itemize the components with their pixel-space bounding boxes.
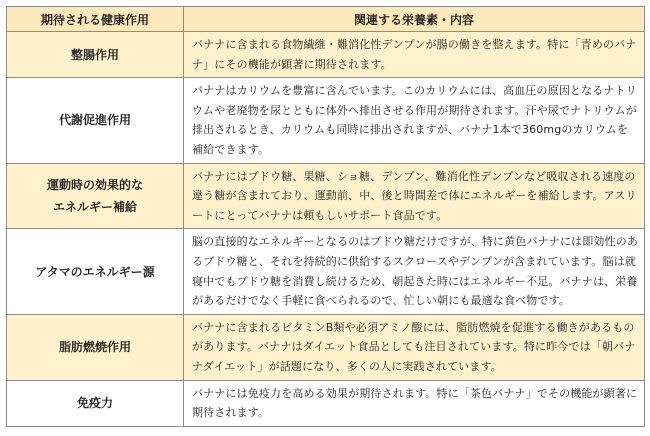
table-header-row	[7, 7, 645, 32]
table-row	[7, 32, 645, 78]
effect-description: バナナに含まれるビタミンB類や必須アミノ酸には、脂肪燃焼を促進する働きがあるものがあります。バナナはダイエット食品としても注目されています。特に昨今では「朝バナナダイエット」が話題になり、多くの人に実践されています。	[184, 314, 645, 380]
effect-description: バナナにはブドウ糖、果糖、ショ糖、デンプン、難消化性デンプンなど吸収される速度の違う糖が含まれており、運動前、中、後と時間差で体にエネルギーを補給します。アスリートにとってバナナは頼もしいサポート食品です。	[184, 163, 645, 229]
effect-description: バナナには免疫力を高める効果が期待されます。特に「茶色バナナ」でその機能が顕著に期待されます。	[184, 380, 645, 426]
effect-description: バナナに含まれる食物繊維・難消化性デンプンが腸の働きを整えます。特に「青めのバナナ」にその機能が顕著に期待されます。	[184, 32, 645, 78]
table-row	[7, 229, 645, 314]
header-effect: 期待される健康作用	[7, 7, 184, 32]
effect-description: バナナはカリウムを豊富に含んでいます。このカリウムには、高血圧の原因となるナトリウムや老廃物を尿とともに体外へ排出させる作用が期待されます。汗や尿でナトリウムが排出されるとき、カリウムも同時に排出されますが、バナナ1本で360mgのカリウムを補給できます。	[184, 78, 645, 163]
effect-label: 脂肪燃焼作用	[7, 314, 184, 380]
effect-label	[7, 163, 184, 229]
table-row	[7, 163, 645, 229]
table-row	[7, 380, 645, 426]
effect-label: 代謝促進作用	[7, 78, 184, 163]
health-effects-table	[6, 6, 645, 427]
header-nutrients: 関連する栄養素・内容	[184, 7, 645, 32]
table-row	[7, 78, 645, 163]
effect-label-line: エネルギー補給	[52, 199, 137, 214]
effect-label: アタマのエネルギー源	[7, 229, 184, 314]
effect-label-line: 運動時の効果的な	[46, 177, 143, 192]
effect-label: 免疫力	[7, 380, 184, 426]
effect-description: 脳の直接的なエネルギーとなるのはブドウ糖だけですが、特に黄色バナナには即効性のあるブドウ糖と、それを持続的に供給するスクロースやデンプンが含まれています。脳は就寝中でもブドウ糖を消費し続けるため、朝起きた時にはエネルギー不足。バナナは、栄養があるだけでなく手軽に食べられるので、忙しい朝にも最適な食べ物です。	[184, 229, 645, 314]
effect-label: 整腸作用	[7, 32, 184, 78]
table-row	[7, 314, 645, 380]
health-effects-table-container	[6, 6, 644, 427]
